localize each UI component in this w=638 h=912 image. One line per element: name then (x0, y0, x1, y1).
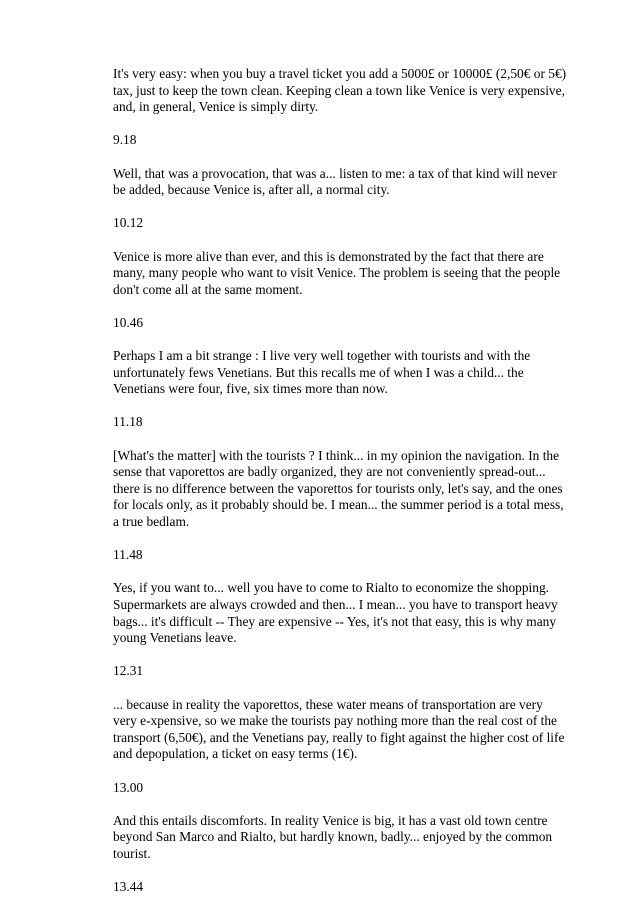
document-page (113, 66, 568, 912)
timestamp-1: 9.18 (113, 132, 137, 148)
paragraph-1: It's very easy: when you buy a travel ticket you add a 5000£ or 10000£ (2,50€ or 5€) tax, just to keep the town clean. Keeping clean a town like Venice is very expensive, and, in general, Venice is simply dirty. (113, 66, 567, 115)
timestamp-6: 12.31 (113, 663, 144, 679)
timestamp-4: 11.18 (113, 414, 143, 430)
paragraph-5: [What's the matter] with the tourists ? I think... in my opinion the navigation. In the sense that vaporettos are badly organized, they are not conveniently spread-out... there is no difference between the vaporettos for tourists only, let's say, and the ones for locals only, as it probably should be. I mean... the summer period is a total mess, a true bedlam. (113, 447, 564, 530)
timestamp-5: 11.48 (113, 547, 143, 563)
timestamp-2: 10.12 (113, 215, 144, 231)
paragraph-2: Well, that was a provocation, that was a... listen to me: a tax of that kind will never be added, because Venice is, after all, a normal city. (113, 165, 557, 198)
timestamp-8: 13.44 (113, 879, 144, 895)
paragraph-6: Yes, if you want to... well you have to come to Rialto to economize the shopping. Supermarkets are always crowded and then... I mean... you have to transport heavy bags... it's difficult -- They are expensive -- Yes, it's not that easy, this is why many young Venetians leave. (113, 580, 558, 646)
timestamp-7: 13.00 (113, 779, 144, 795)
paragraph-7: ... because in reality the vaporettos, these water means of transportation are very very e-xpensive, so we make the tourists pay nothing more than the real cost of the transport (6,50€), and the Venetians pay, really to fight against the higher cost of life and depopulation, a ticket on easy terms (1€). (113, 696, 565, 762)
paragraph-4: Perhaps I am a bit strange : I live very well together with tourists and with the unfortunately fews Venetians. But this recalls me of when I was a child... the Venetians were four, five, six times more than now. (113, 348, 531, 397)
paragraph-8: And this entails discomforts. In reality Venice is big, it has a vast old town centre beyond San Marco and Rialto, but hardly known, badly... enjoyed by the common tourist. (113, 812, 553, 861)
paragraph-3: Venice is more alive than ever, and this is demonstrated by the fact that there are many, many people who want to visit Venice. The problem is seeing that the people don't come all at the same moment. (113, 248, 561, 297)
timestamp-3: 10.46 (113, 314, 144, 330)
